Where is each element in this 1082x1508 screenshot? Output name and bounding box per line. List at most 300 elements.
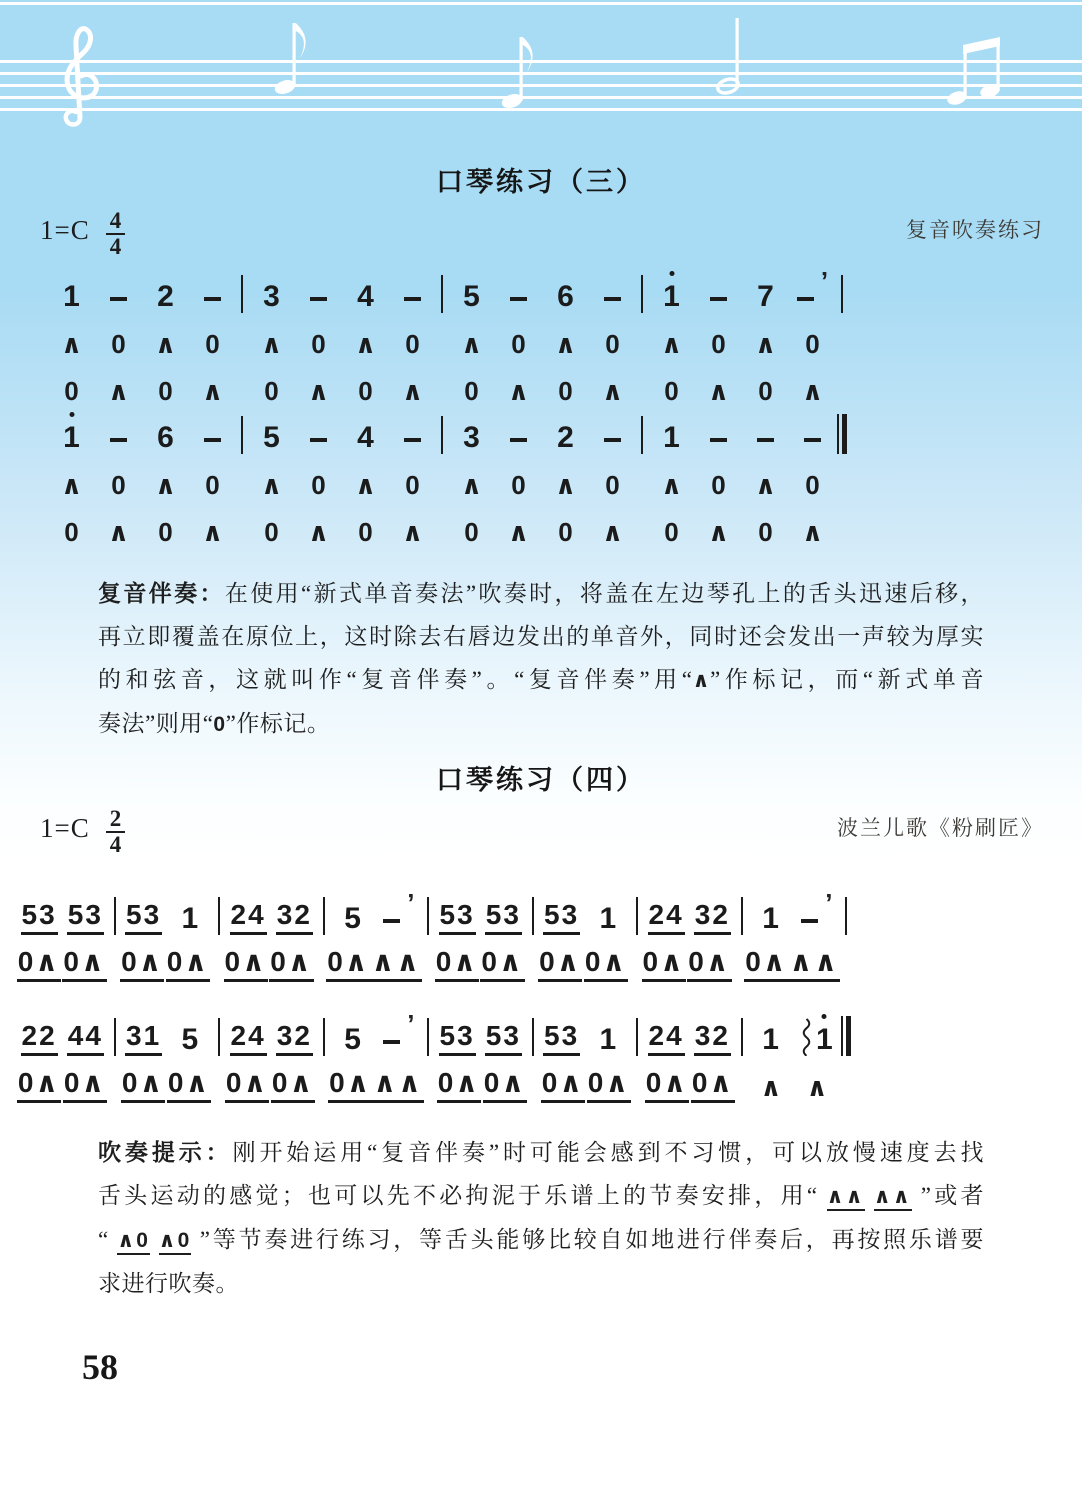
time-numerator: 4 xyxy=(106,210,126,235)
blow-mark-0: 0 xyxy=(311,329,326,359)
octave-dot xyxy=(69,412,74,417)
measure xyxy=(537,946,628,982)
beat-cell xyxy=(189,516,236,548)
measure xyxy=(225,899,318,935)
text-segment: 在使用“新式单音奏法”吹奏时，将盖在左边琴孔上的舌头迅速后移， xyxy=(224,581,985,606)
measure-separator xyxy=(212,1063,224,1103)
underlined-group: 0∧ xyxy=(166,946,210,982)
measure xyxy=(326,946,422,982)
underlined-group: 0∧ xyxy=(645,1067,689,1103)
dash-token xyxy=(510,297,527,301)
dash-token xyxy=(801,919,818,923)
blow-mark-0: 0 xyxy=(264,376,279,406)
text-line xyxy=(98,658,984,702)
measure xyxy=(248,516,436,548)
chord-mark-caret: ∧ xyxy=(401,376,424,406)
dash-token xyxy=(383,1040,400,1044)
underlined-group: 32 xyxy=(694,1020,731,1056)
dash-token xyxy=(310,297,327,301)
measure-separator xyxy=(836,367,848,407)
beat-cell xyxy=(789,328,836,360)
beat-cell xyxy=(789,438,836,454)
barline xyxy=(241,416,243,454)
underlined-group: 53 xyxy=(439,1020,476,1056)
top-rule xyxy=(0,2,1082,5)
beat-cell xyxy=(539,899,585,935)
beat-cell xyxy=(648,328,695,360)
chord-mark-caret: ∧ xyxy=(154,470,177,500)
underlined-group: 53 xyxy=(543,1020,580,1056)
text-segment: “ xyxy=(98,1227,118,1252)
melody-row xyxy=(48,266,848,313)
beat-cell xyxy=(643,899,689,935)
beat-cell xyxy=(789,266,836,313)
text-line xyxy=(98,702,984,746)
text-segment xyxy=(865,1183,874,1208)
notation-symbol-inline: ∧ xyxy=(692,669,711,692)
underlined-group: 53 xyxy=(485,899,522,935)
beat-cell xyxy=(389,297,436,313)
exercise4-keyline xyxy=(40,806,1044,871)
beat-cell xyxy=(330,903,376,935)
measure xyxy=(448,328,636,360)
measure-separator xyxy=(107,942,119,982)
text-line xyxy=(98,572,984,615)
measure xyxy=(121,1020,214,1056)
underlined-group: 0∧ xyxy=(480,946,524,982)
measure xyxy=(223,946,314,982)
text-segment: ”作标记。 xyxy=(225,711,331,736)
beat-cell xyxy=(342,328,389,360)
text-segment: ”或者 xyxy=(911,1183,984,1208)
page-number: 58 xyxy=(82,1347,118,1387)
underlined-group: 0∧ xyxy=(744,946,788,982)
underlined-group: 0∧ xyxy=(17,1067,61,1103)
chord-mark-caret: ∧ xyxy=(601,517,624,547)
underlined-group: 0∧ xyxy=(271,1067,315,1103)
beat-cell xyxy=(189,469,236,501)
note-1: 1 xyxy=(762,902,779,935)
beat-cell xyxy=(48,469,95,501)
barline xyxy=(323,1018,325,1056)
accompaniment-marks-row xyxy=(16,942,852,982)
beat-cell xyxy=(589,469,636,501)
beat-cell xyxy=(295,469,342,501)
underlined-group: 0∧ xyxy=(328,1067,372,1103)
beat-cell xyxy=(589,328,636,360)
measure xyxy=(648,469,836,501)
beat-cell xyxy=(695,438,742,454)
measure xyxy=(248,422,436,454)
glissando-mark xyxy=(801,1018,812,1056)
measure xyxy=(248,375,436,407)
blow-mark-0: 0 xyxy=(358,517,373,547)
beat-cell xyxy=(690,1067,736,1103)
beat-cell xyxy=(744,946,788,982)
chord-mark-caret: ∧ xyxy=(801,376,824,406)
exercise3-keyline xyxy=(40,208,1044,273)
chord-mark-caret: ∧ xyxy=(307,517,330,547)
beat-cell xyxy=(225,899,271,935)
underlined-group: 0∧ xyxy=(269,946,313,982)
beat-cell xyxy=(295,438,342,454)
dash-token xyxy=(204,438,221,442)
chord-mark-caret: ∧ xyxy=(507,376,530,406)
beat-cell xyxy=(448,328,495,360)
beat-cell xyxy=(583,946,629,982)
measure xyxy=(48,516,236,548)
dash-token xyxy=(110,438,127,442)
beat-cell xyxy=(794,888,840,935)
beat-cell xyxy=(689,1020,735,1056)
underlined-group: 22 xyxy=(21,1020,58,1056)
measure xyxy=(648,328,836,360)
measure-separator xyxy=(840,1016,852,1056)
beat-cell xyxy=(95,469,142,501)
beat-cell xyxy=(480,946,526,982)
text-segment: 求进行吹奏。 xyxy=(98,1271,239,1296)
notation-symbol-inline: 0 xyxy=(213,713,226,736)
octave-dot xyxy=(822,1014,827,1019)
measure-separator xyxy=(109,1016,121,1056)
measure-separator xyxy=(436,273,448,313)
blow-mark-0: 0 xyxy=(405,329,420,359)
measure-separator xyxy=(636,414,648,454)
beat-cell xyxy=(695,375,742,407)
beat-cell xyxy=(376,888,422,935)
beat-cell xyxy=(142,328,189,360)
beat-cell xyxy=(748,903,794,935)
chord-mark-caret: ∧ xyxy=(660,470,683,500)
exercise3-title: 口琴练习（三） xyxy=(436,167,646,197)
underlined-group: 0∧ xyxy=(691,1067,735,1103)
blow-mark-0: 0 xyxy=(264,517,279,547)
beat-cell xyxy=(295,516,342,548)
beat-cell xyxy=(119,946,165,982)
measure-separator xyxy=(422,1016,434,1056)
beat-cell xyxy=(542,516,589,548)
beat-cell xyxy=(495,469,542,501)
beat-cell xyxy=(748,1024,794,1056)
chord-mark-caret: ∧ xyxy=(460,329,483,359)
text-line xyxy=(98,615,984,658)
note-2: 2 xyxy=(157,280,174,313)
measure xyxy=(16,1067,108,1103)
beat-cell xyxy=(585,903,631,935)
measure xyxy=(648,516,836,548)
underlined-group: 0∧ xyxy=(584,946,628,982)
underlined-group: 53 xyxy=(439,899,476,935)
accompaniment-marks-row xyxy=(48,461,848,501)
measure-separator xyxy=(236,367,248,407)
beat-cell xyxy=(62,946,108,982)
measure-separator xyxy=(525,942,537,982)
measure xyxy=(48,281,236,313)
exercise3-score xyxy=(48,266,848,548)
dash-token xyxy=(757,438,774,442)
measure-separator xyxy=(436,414,448,454)
beat-cell xyxy=(389,438,436,454)
beat-cell xyxy=(189,438,236,454)
accompaniment-marks-row xyxy=(48,320,848,360)
underlined-group: ∧∧ xyxy=(372,1067,423,1103)
measure-separator xyxy=(436,367,448,407)
underlined-group: 0∧ xyxy=(63,1067,107,1103)
beat-cell xyxy=(342,422,389,454)
beat-cell xyxy=(648,516,695,548)
blow-mark-0: 0 xyxy=(805,329,820,359)
beat-cell xyxy=(248,328,295,360)
blow-mark-0: 0 xyxy=(558,376,573,406)
blow-mark-0: 0 xyxy=(464,517,479,547)
underlined-group: ∧∧ xyxy=(371,946,422,982)
measure-separator xyxy=(109,895,121,935)
measure xyxy=(16,899,109,935)
text-segment xyxy=(150,1227,159,1252)
beat-cell xyxy=(648,422,695,454)
blow-mark-0: 0 xyxy=(311,470,326,500)
measure xyxy=(648,422,836,454)
beat-cell xyxy=(448,422,495,454)
beat-cell xyxy=(482,1067,528,1103)
beat-cell xyxy=(48,516,95,548)
beat-cell xyxy=(448,375,495,407)
underlined-group: 53 xyxy=(125,899,162,935)
beat-cell xyxy=(644,1067,690,1103)
beat-cell xyxy=(542,469,589,501)
key-label: 1=C xyxy=(40,813,90,843)
notation-symbol-inline: ∧∧ xyxy=(874,1185,912,1211)
blow-mark-0: 0 xyxy=(711,470,726,500)
beat-cell xyxy=(167,903,213,935)
note-7: 7 xyxy=(757,280,774,313)
beat-cell xyxy=(189,297,236,313)
underlined-group: 0∧ xyxy=(326,946,370,982)
measure xyxy=(448,422,636,454)
chord-mark-caret: ∧ xyxy=(554,329,577,359)
measure-separator xyxy=(736,1063,748,1103)
underlined-group: 0∧ xyxy=(687,946,731,982)
blow-mark-0: 0 xyxy=(805,470,820,500)
note-3: 3 xyxy=(463,421,480,454)
blow-mark-0: 0 xyxy=(558,517,573,547)
accompaniment-marks-row xyxy=(48,367,848,407)
measure-separator xyxy=(318,1016,330,1056)
beat-cell xyxy=(495,516,542,548)
blow-mark-0: 0 xyxy=(405,470,420,500)
note-5: 5 xyxy=(344,1023,361,1056)
beat-cell xyxy=(389,328,436,360)
measure xyxy=(248,281,436,313)
blow-mark-0: 0 xyxy=(111,329,126,359)
measure-separator xyxy=(836,508,848,548)
beat-cell xyxy=(537,946,583,982)
measure-separator xyxy=(632,1063,644,1103)
barline xyxy=(636,1018,638,1056)
note-1: 1 xyxy=(663,421,680,454)
notation-symbol-inline: ∧0 xyxy=(117,1229,150,1255)
measure xyxy=(16,946,107,982)
beat-cell xyxy=(48,328,95,360)
beat-cell xyxy=(539,1020,585,1056)
text-line xyxy=(98,1262,984,1305)
blow-mark-0: 0 xyxy=(158,517,173,547)
measure-separator xyxy=(213,1016,225,1056)
chord-mark-caret: ∧ xyxy=(154,329,177,359)
measure xyxy=(641,946,732,982)
measure-separator xyxy=(316,1063,328,1103)
chord-mark-caret: ∧ xyxy=(201,376,224,406)
measure-separator xyxy=(636,320,648,360)
text-segment: ”作标记，而“新式单音 xyxy=(710,667,984,692)
key-signature xyxy=(40,806,125,861)
measure-separator xyxy=(436,320,448,360)
beat-cell xyxy=(121,899,167,935)
measure-separator xyxy=(836,461,848,501)
barline xyxy=(323,897,325,935)
measure-separator xyxy=(527,895,539,935)
beat-cell xyxy=(248,375,295,407)
decorative-staff-header xyxy=(0,0,1082,128)
beat-cell xyxy=(62,1067,108,1103)
chord-mark-caret: ∧ xyxy=(760,1072,782,1102)
chord-mark-caret: ∧ xyxy=(107,376,130,406)
measure-separator xyxy=(736,1016,748,1056)
beat-cell xyxy=(121,1020,167,1056)
beat-cell xyxy=(295,375,342,407)
measure-separator xyxy=(840,942,852,982)
measure-separator xyxy=(236,508,248,548)
blow-mark-0: 0 xyxy=(511,329,526,359)
chord-mark-caret: ∧ xyxy=(507,517,530,547)
key-signature xyxy=(40,208,125,263)
melody-row xyxy=(16,888,852,935)
dash-token xyxy=(710,297,727,301)
beat-cell xyxy=(48,422,95,454)
beat-cell xyxy=(648,375,695,407)
note-1: 1 xyxy=(663,281,680,313)
text-segment: 再立即覆盖在原位上，这时除去右唇边发出的单音外，同时还会发出一声较为厚实 xyxy=(98,624,984,649)
beat-cell xyxy=(742,469,789,501)
dash-token xyxy=(797,297,814,301)
barline xyxy=(845,897,847,935)
beat-cell xyxy=(742,438,789,454)
paragraph-lead: 复音伴奏： xyxy=(98,580,225,606)
measure-separator xyxy=(236,320,248,360)
note-3: 3 xyxy=(263,280,280,313)
measure xyxy=(328,1067,424,1103)
beat-cell xyxy=(436,1067,482,1103)
beat-cell xyxy=(641,946,687,982)
blow-mark-0: 0 xyxy=(664,517,679,547)
time-signature xyxy=(106,210,126,258)
underlined-group: 32 xyxy=(276,899,313,935)
barline xyxy=(532,1018,534,1056)
measure-separator xyxy=(840,895,852,935)
dash-token xyxy=(383,919,400,923)
beat-cell xyxy=(648,281,695,313)
breath-mark: ’ xyxy=(407,1009,415,1039)
measure xyxy=(48,422,236,454)
measure-separator xyxy=(631,895,643,935)
dash-token xyxy=(404,438,421,442)
underlined-group: 24 xyxy=(230,899,267,935)
beat-cell xyxy=(389,375,436,407)
measure-separator xyxy=(636,461,648,501)
measure-separator xyxy=(236,273,248,313)
chord-mark-caret: ∧ xyxy=(401,517,424,547)
beat-cell xyxy=(48,281,95,313)
barline xyxy=(741,897,743,935)
measure xyxy=(643,1020,736,1056)
chord-mark-caret: ∧ xyxy=(754,329,777,359)
beat-cell xyxy=(371,946,422,982)
note-1: 1 xyxy=(181,902,199,935)
barline xyxy=(218,897,220,935)
beat-cell xyxy=(328,1067,372,1103)
beat-cell xyxy=(342,281,389,313)
underlined-group: 0∧ xyxy=(121,1067,165,1103)
underlined-group: 32 xyxy=(276,1020,313,1056)
beat-cell xyxy=(789,469,836,501)
beat-cell xyxy=(480,899,526,935)
key-label: 1=C xyxy=(40,215,90,245)
beat-cell xyxy=(448,469,495,501)
chord-mark-caret: ∧ xyxy=(354,470,377,500)
dash-token xyxy=(204,297,221,301)
blow-mark-0: 0 xyxy=(758,517,773,547)
measure xyxy=(330,1009,423,1056)
measure xyxy=(748,888,841,935)
measure-separator xyxy=(836,320,848,360)
beat-cell xyxy=(95,297,142,313)
beat-cell xyxy=(589,438,636,454)
underlined-group: 0∧ xyxy=(167,1067,211,1103)
barline xyxy=(641,416,643,454)
blow-mark-0: 0 xyxy=(205,329,220,359)
measure-separator xyxy=(631,1016,643,1056)
exercise4-score-line1 xyxy=(16,888,852,982)
measure xyxy=(448,375,636,407)
text-line xyxy=(98,1218,984,1262)
dash-token xyxy=(604,438,621,442)
beat-cell xyxy=(223,946,269,982)
beat-cell xyxy=(270,1067,316,1103)
note-2: 2 xyxy=(557,421,574,454)
final-barline xyxy=(837,414,847,454)
note-6: 6 xyxy=(557,280,574,313)
breath-mark: ’ xyxy=(820,266,829,296)
beat-cell xyxy=(248,469,295,501)
barline xyxy=(532,897,534,935)
barline xyxy=(241,275,243,313)
note-1: 1 xyxy=(762,1023,779,1056)
beat-cell xyxy=(16,1067,62,1103)
blow-mark-0: 0 xyxy=(111,470,126,500)
beat-cell xyxy=(589,297,636,313)
beat-cell xyxy=(643,1020,689,1056)
notation-symbol-inline: ∧∧ xyxy=(827,1185,865,1211)
underlined-group: 32 xyxy=(694,899,731,935)
note-1: 1 xyxy=(63,422,80,454)
blow-mark-0: 0 xyxy=(464,376,479,406)
melody-row xyxy=(48,414,848,454)
accompaniment-explanation-paragraph xyxy=(98,572,984,746)
measure-separator xyxy=(236,414,248,454)
barline xyxy=(114,1018,116,1056)
underlined-group: 24 xyxy=(230,1020,267,1056)
underlined-group: 24 xyxy=(648,1020,685,1056)
